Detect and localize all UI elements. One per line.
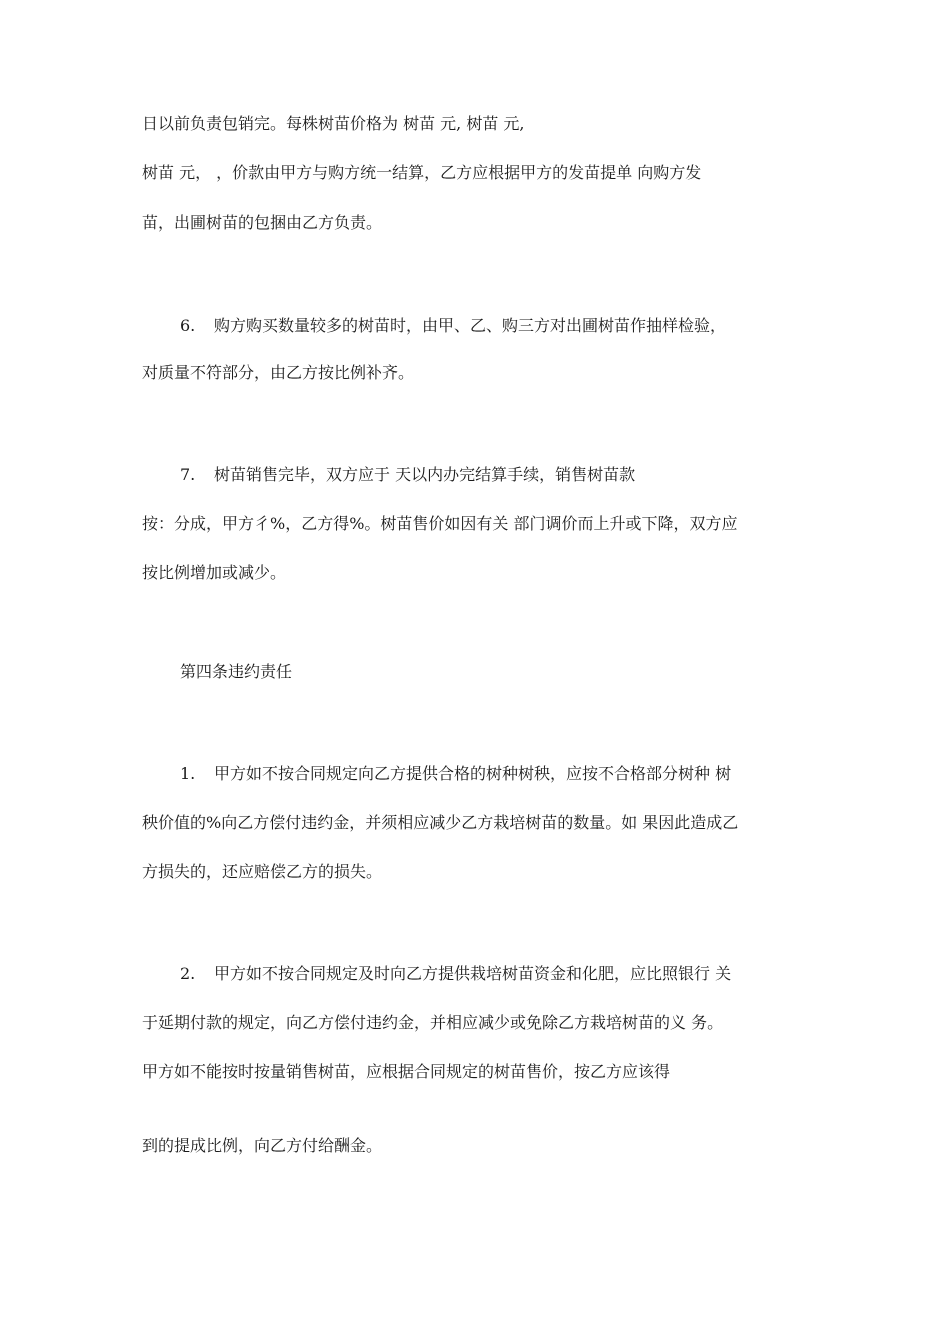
text-line: 按比例增加或减少。 xyxy=(142,563,287,582)
text-line: 到的提成比例，向乙方付给酬金。 xyxy=(142,1136,383,1155)
text-line: 按：分成，甲方彳%，乙方得%。树苗售价如因有关 部门调价而上升或下降，双方应 xyxy=(142,514,738,533)
text-line: 方损失的，还应赔偿乙方的损失。 xyxy=(142,862,383,881)
text-line: 秧价值的%向乙方偿付违约金，并须相应减少乙方栽培树苗的数量。如 果因此造成乙 xyxy=(142,813,739,832)
text-line: 购方购买数量较多的树苗时，由甲、乙、购三方对出圃树苗作抽样检验， xyxy=(214,316,727,335)
text-line: 日以前负责包销完。每株树苗价格为 树苗 元, 树苗 元, xyxy=(142,114,525,133)
paragraph-number: 2. xyxy=(180,964,196,983)
numbered-paragraph-7 xyxy=(180,465,635,485)
text-line: 树苗销售完毕，双方应于 天以内办完结算手续，销售树苗款 xyxy=(214,465,636,484)
paragraph-number: 6. xyxy=(180,316,196,335)
text-line: 树苗 元， ，价款由甲方与购方统一结算，乙方应根据甲方的发苗提单 向购方发 xyxy=(142,163,702,182)
text-line: 于延期付款的规定，向乙方偿付违约金，并相应减少或免除乙方栽培树苗的义 务。 xyxy=(142,1013,724,1032)
section-heading: 第四条违约责任 xyxy=(180,662,293,681)
text-line: 甲方如不能按时按量销售树苗，应根据合同规定的树苗售价，按乙方应该得 xyxy=(142,1062,671,1081)
text-line: 对质量不符部分，由乙方按比例补齐。 xyxy=(142,363,415,382)
text-line: 甲方如不按合同规定及时向乙方提供栽培树苗资金和化肥，应比照银行 关 xyxy=(214,964,732,983)
paragraph-number: 7. xyxy=(180,465,196,484)
numbered-paragraph-2 xyxy=(180,964,731,984)
numbered-paragraph-1 xyxy=(180,764,731,784)
numbered-paragraph-6 xyxy=(180,316,726,336)
text-line: 苗，出圃树苗的包捆由乙方负责。 xyxy=(142,213,383,232)
text-line: 甲方如不按合同规定向乙方提供合格的树种树秧，应按不合格部分树种 树 xyxy=(214,764,732,783)
paragraph-number: 1. xyxy=(180,764,196,783)
